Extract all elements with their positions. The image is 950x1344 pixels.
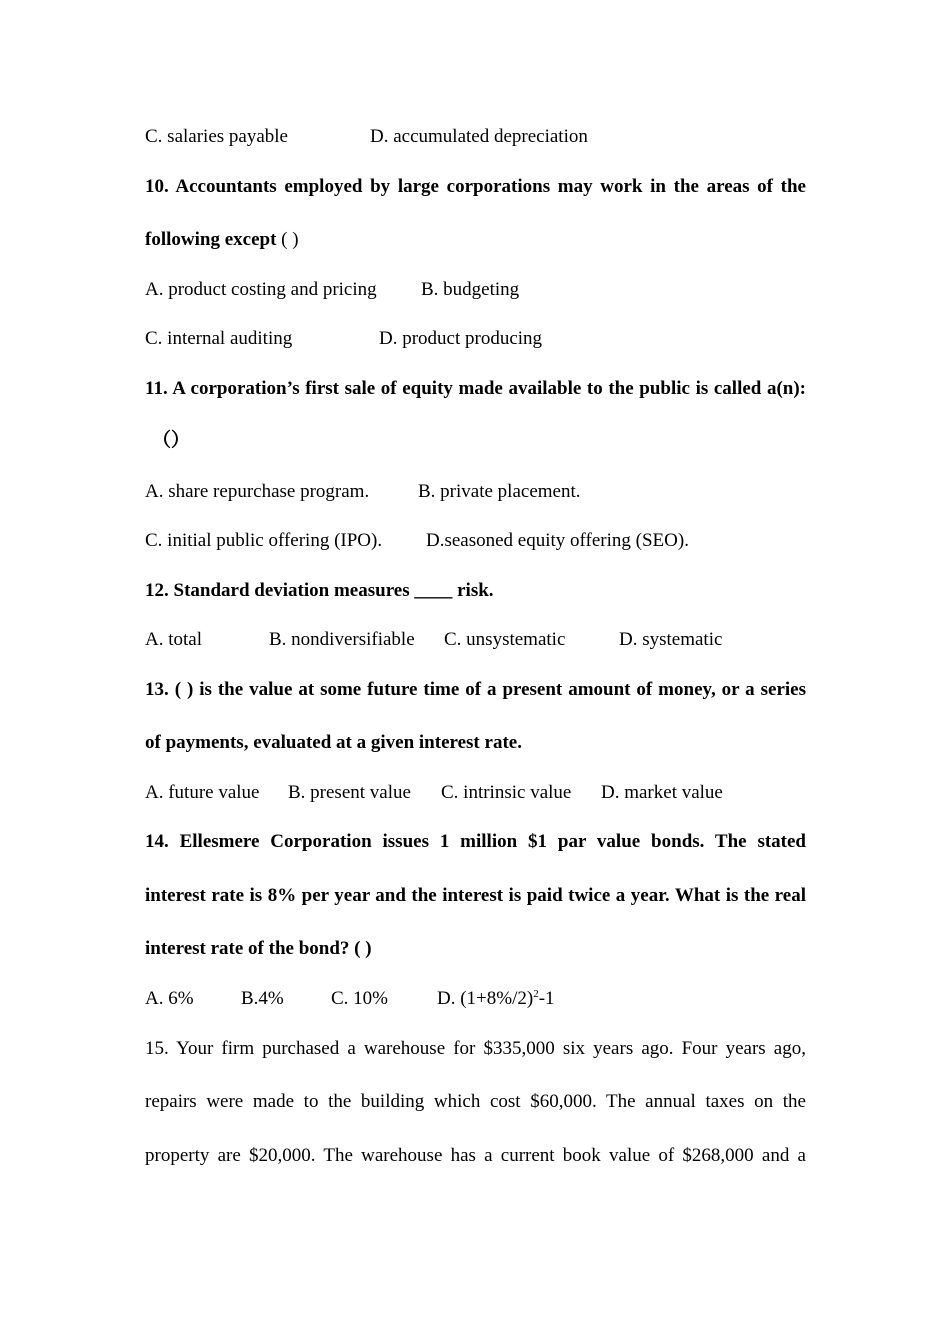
q14-option-a: A. 6% (145, 988, 194, 1009)
q14-option-d-base: D. (1+8%/2) (437, 988, 534, 1009)
q11-answer-blank: （） (152, 430, 191, 451)
q11-question-line1: 11. A corporation’s first sale of equity made available to the public is called a(n): (145, 378, 806, 399)
q14-option-c: C. 10% (331, 988, 388, 1009)
q10-question-text: following except (145, 229, 277, 250)
q13-option-d: D. market value (601, 782, 723, 803)
q9-option-d: D. accumulated depreciation (370, 126, 588, 147)
q15-question-line3: property are $20,000. The warehouse has a current book value of $268,000 and a (145, 1145, 806, 1166)
q10-question-line1: 10. Accountants employed by large corporations may work in the areas of the (145, 176, 806, 197)
q10-option-a: A. product costing and pricing (145, 279, 377, 300)
q10-option-d: D. product producing (379, 328, 543, 349)
q10-answer-blank: ( ) (281, 229, 299, 250)
q14-question-line2: interest rate is 8% per year and the interest is paid twice a year. What is the real (145, 885, 806, 906)
q14-option-d-tail: -1 (538, 988, 555, 1009)
q10-option-b: B. budgeting (421, 279, 520, 300)
q15-question-line1: 15. Your firm purchased a warehouse for $335,000 six years ago. Four years ago, (145, 1038, 806, 1059)
q13-option-c: C. intrinsic value (441, 782, 572, 803)
q13-question-line1: 13. ( ) is the value at some future time of a present amount of money, or a series (145, 679, 806, 700)
q14-option-b: B.4% (241, 988, 284, 1009)
q12-option-b: B. nondiversifiable (269, 629, 415, 650)
q10-question-line2 (145, 229, 806, 251)
q11-option-b: B. private placement. (418, 481, 581, 502)
q13-option-b: B. present value (288, 782, 411, 803)
q13-option-a: A. future value (145, 782, 260, 803)
q12-question-line1: 12. Standard deviation measures ____ risk. (145, 580, 494, 601)
q12-option-a: A. total (145, 629, 202, 650)
q11-option-a: A. share repurchase program. (145, 481, 370, 502)
q11-option-c: C. initial public offering (IPO). (145, 530, 383, 551)
q12-option-d: D. systematic (619, 629, 723, 650)
q9-option-c: C. salaries payable (145, 126, 288, 147)
q13-question-line2: of payments, evaluated at a given interest rate. (145, 732, 522, 753)
q14-question-line3: interest rate of the bond? ( ) (145, 938, 372, 959)
q14-option-d-exponent: 2 (533, 988, 539, 1000)
q14-option-d (437, 988, 555, 1010)
q15-question-line2: repairs were made to the building which cost $60,000. The annual taxes on the (145, 1091, 806, 1112)
q14-question-line1: 14. Ellesmere Corporation issues 1 million $1 par value bonds. The stated (145, 831, 806, 852)
q11-option-d: D.seasoned equity offering (SEO). (426, 530, 689, 551)
q12-option-c: C. unsystematic (444, 629, 566, 650)
q10-option-c: C. internal auditing (145, 328, 293, 349)
